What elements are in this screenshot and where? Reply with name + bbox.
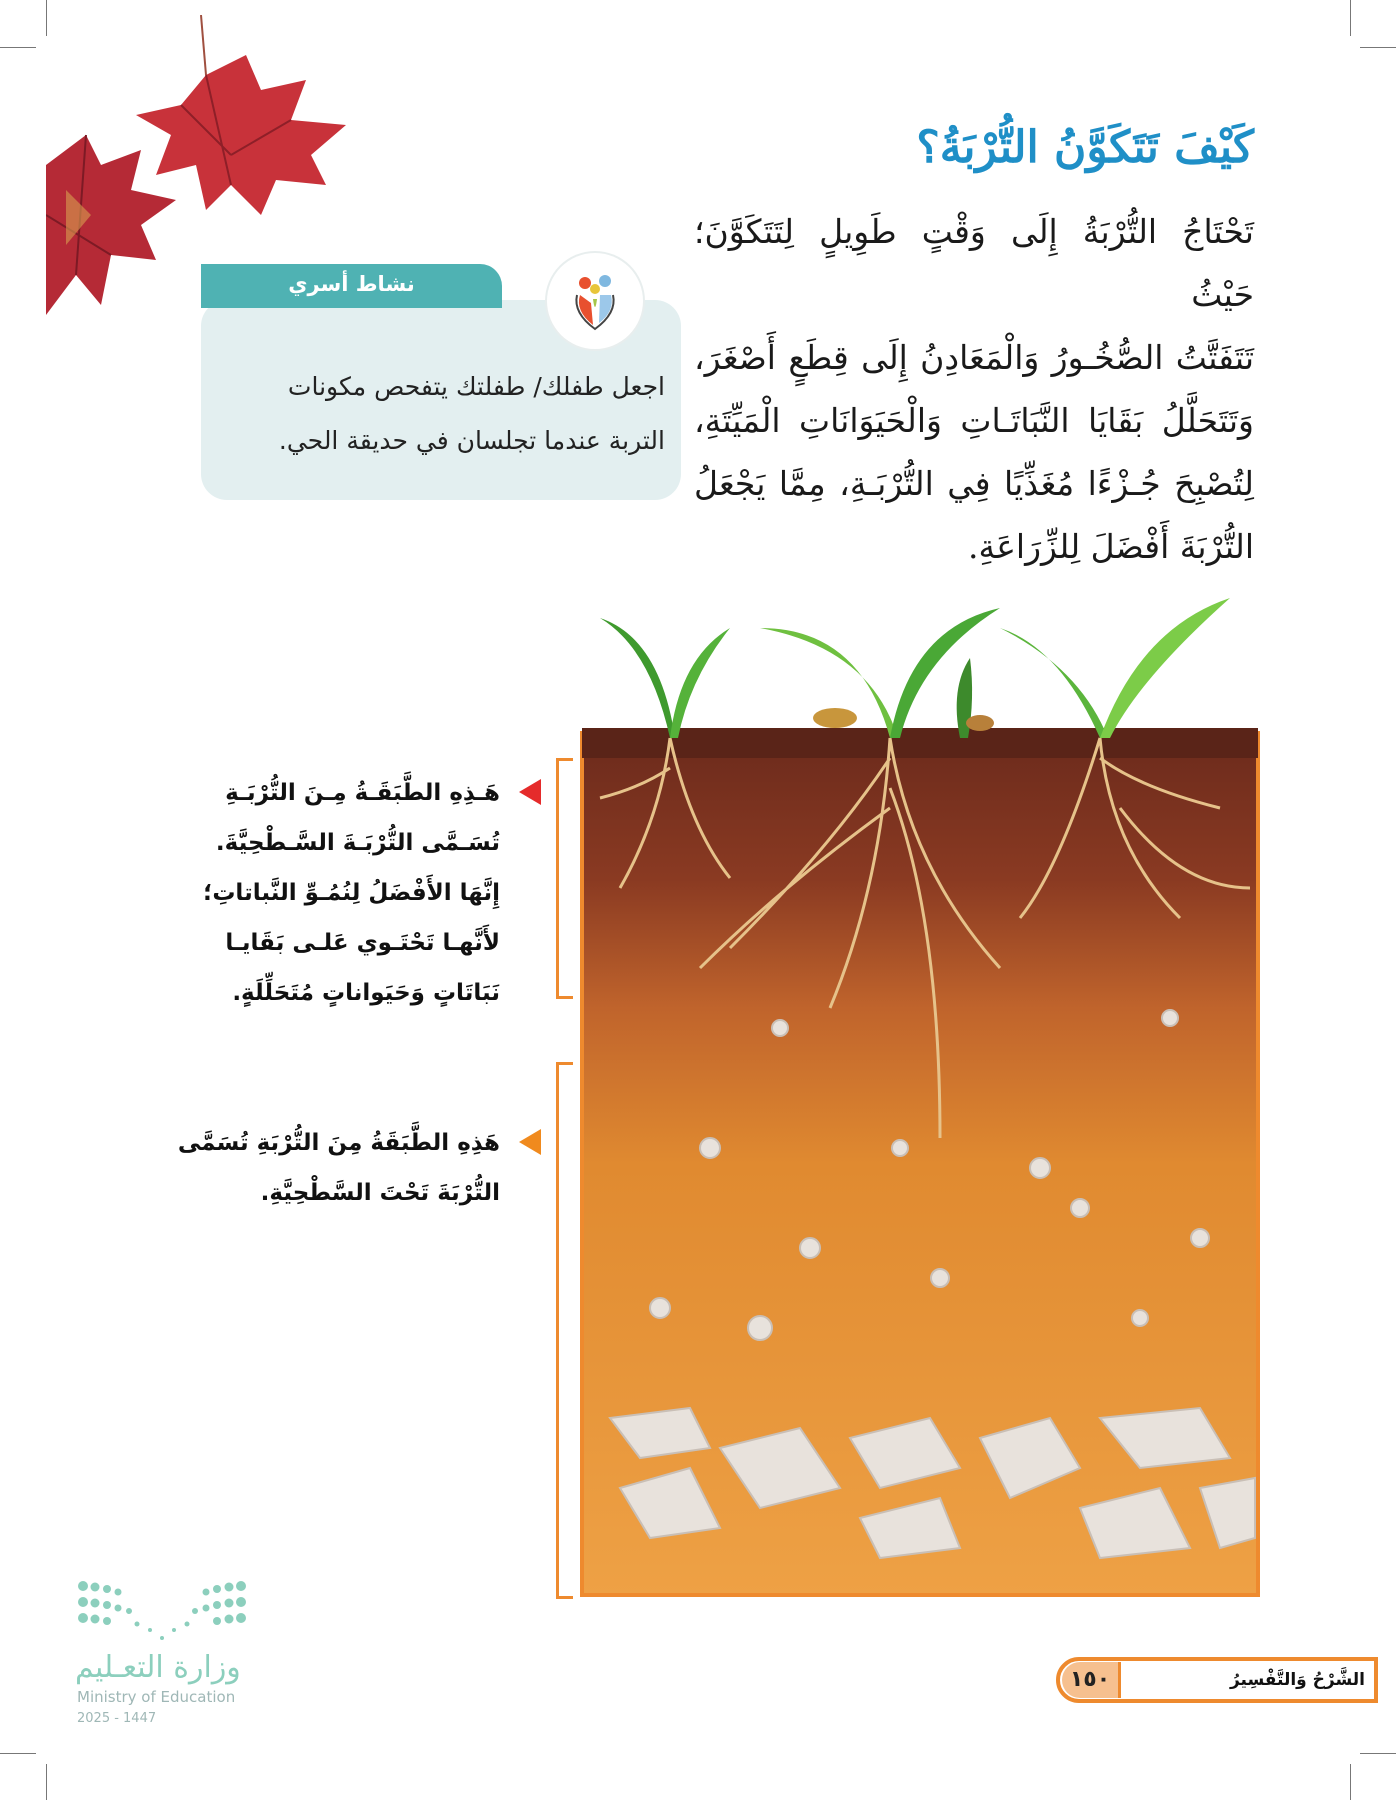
subsoil-marker-icon (519, 1129, 541, 1155)
ministry-name-english: Ministry of Education (77, 1688, 236, 1706)
paragraph-line: لِتُصْبِحَ جُـزْءًا مُغَذِّيًا فِي التُّرْبَـةِ، مِمَّا يَجْعَلُ (694, 464, 1254, 503)
label-line: التُّرْبَةَ تَحْتَ السَّطْحِيَّةِ. (260, 1180, 500, 1206)
label-line: تُسَـمَّى التُّرْبَـةَ السَّـطْحِيَّةَ. (215, 830, 500, 856)
family-activity-text (215, 360, 665, 468)
crop-mark (46, 1764, 47, 1800)
ministry-year: 2025 - 1447 (77, 1711, 157, 1726)
topsoil-label (170, 768, 500, 1018)
mushroom (813, 708, 857, 728)
label-line: لأَنَّهـا تَحْتَـوي عَلـى بَقَايـا (225, 930, 500, 956)
crop-mark (1360, 1753, 1396, 1754)
activity-line: اجعل طفلك/ طفلتك يتفحص مكونات (287, 372, 665, 401)
paragraph-line: تَتَفَتَّتُ الصُّخُـورُ وَالْمَعَادِنُ إِلَى قِطَعٍ أَصْغَرَ، (694, 338, 1254, 377)
crop-mark (1350, 0, 1351, 36)
family-activity-tab: نشاط أسري (201, 264, 502, 308)
subsoil-bracket (556, 1062, 573, 1599)
plants (600, 598, 1230, 738)
ministry-logo-icon (75, 1578, 250, 1648)
label-line: هَذِهِ الطَّبَقَةُ مِنَ التُّرْبَةِ تُسَمَّى (177, 1130, 500, 1156)
subsoil-label (170, 1118, 500, 1218)
mushroom (966, 715, 994, 731)
label-line: إِنَّهَا الأَفْضَلُ لِنُمُـوِّ النَّباتاتِ؛ (203, 880, 500, 906)
family-heart-icon (547, 253, 643, 349)
topsoil-bracket (556, 758, 573, 999)
paragraph-line: وَتَتَحَلَّلُ بَقَايَا النَّبَاتَـاتِ وَالْحَيَوَانَاتِ الْمَيِّتَةِ، (694, 401, 1254, 440)
section-name: الشَّرْحُ وَالتَّفْسِيرُ (1229, 1670, 1365, 1690)
lesson-paragraph (694, 200, 1254, 578)
crop-mark (1350, 1764, 1351, 1800)
paragraph-line: تَحْتَاجُ التُّرْبَةُ إِلَى وَقْتٍ طَوِيلٍ لِتَتَكَوَّنَ؛ حَيْثُ (694, 212, 1254, 314)
paragraph-line: التُّرْبَةَ أَفْضَلَ لِلزِّرَاعَةِ. (968, 527, 1254, 566)
topsoil-marker-icon (519, 779, 541, 805)
crop-mark (0, 47, 36, 48)
label-line: هَـذِهِ الطَّبَقَـةُ مِـنَ التُّرْبَـةِ (225, 780, 500, 806)
crop-mark (1360, 47, 1396, 48)
label-line: نَبَاتَاتٍ وَحَيَواناتٍ مُتَحَلِّلَةٍ. (232, 980, 500, 1006)
ministry-name-arabic: وزارة التعـليم (75, 1650, 241, 1685)
page-number: ١٥٠ (1062, 1662, 1121, 1698)
activity-line: التربة عندما تجلسان في حديقة الحي. (278, 426, 665, 455)
crop-mark (0, 1753, 36, 1754)
humus-layer (582, 728, 1258, 758)
lesson-title: كَيْفَ تَتَكَوَّنُ التُّرْبَةُ؟ (916, 122, 1254, 173)
soil-layers-illustration (580, 588, 1260, 1598)
